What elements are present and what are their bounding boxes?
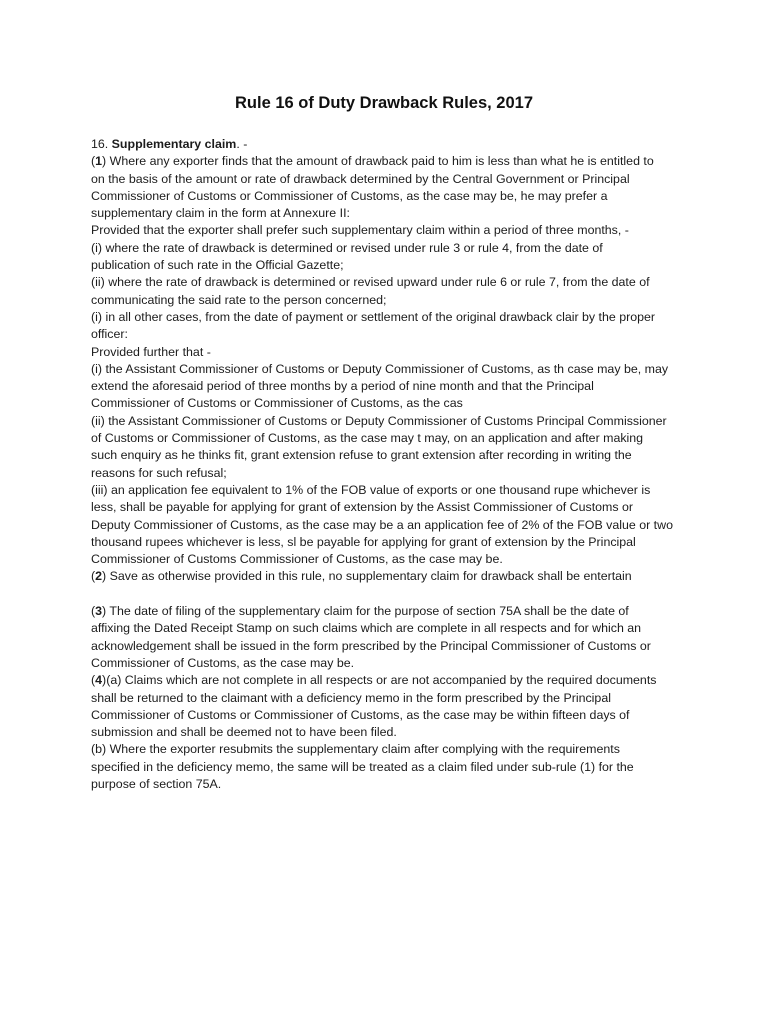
paragraph-text: Save as otherwise provided in this rule, no supplementary claim for drawback shall be entertain	[106, 569, 632, 584]
paragraph-line: Deputy Commissioner of Customs, as the case may be a an application fee of 2% of the FOB value or two	[91, 517, 673, 532]
paragraph-line: shall be returned to the claimant with a deficiency memo in the form prescribed by the Principal	[91, 690, 611, 705]
paragraph-line: (b) Where the exporter resubmits the supplementary claim after complying with the requirements	[91, 742, 620, 757]
sub-rule-number: 3	[95, 604, 103, 619]
paragraph-line: Commissioner of Customs or Commissioner of Customs, as the case may be within fifteen days of	[91, 707, 630, 722]
rule-heading-line	[91, 136, 691, 153]
paragraph-line: affixing the Dated Receipt Stamp on such claims which are complete in all respects and for which an	[91, 621, 642, 636]
paragraph-line: (i) where the rate of drawback is determined or revised under rule 3 or rule 4, from the date of	[91, 240, 603, 255]
paragraph-line: Commissioner of Customs, as the case may be.	[91, 655, 355, 670]
paragraph-line: (i) the Assistant Commissioner of Customs or Deputy Commissioner of Customs, as th case may be, may	[91, 361, 669, 376]
sub-rule-3	[91, 603, 691, 672]
paragraph-line: (ii) where the rate of drawback is determined or revised upward under rule 6 or rule 7, from the date of	[91, 275, 650, 290]
paragraph-line: supplementary claim in the form at Annexure II:	[91, 206, 350, 221]
paragraph-line: Provided that the exporter shall prefer such supplementary claim within a period of three months, -	[91, 223, 629, 238]
paragraph-line: purpose of section 75A.	[91, 776, 222, 791]
paragraph-line: (3) The date of filing of the supplementary claim for the purpose of section 75A shall be the date of	[91, 604, 629, 619]
paragraph-line: acknowledgement shall be issued in the form prescribed by the Principal Commissioner of Customs or	[91, 638, 651, 653]
paragraph-line: (2) Save as otherwise provided in this rule, no supplementary claim for drawback shall be entertain	[91, 569, 632, 584]
paragraph-line: Provided further that -	[91, 344, 211, 359]
paragraph-line: officer:	[91, 327, 128, 342]
paragraph-line: (1) Where any exporter finds that the amount of drawback paid to him is less than what he is entitled to	[91, 154, 654, 169]
rule-heading: Supplementary claim	[111, 137, 237, 151]
sub-rule-2	[91, 568, 691, 585]
sub-rule-1	[91, 153, 691, 568]
document-body	[91, 136, 691, 793]
paragraph-line: Commissioner of Customs Commissioner of Customs, as the case may be.	[91, 552, 503, 567]
rule-number: 16.	[91, 137, 112, 151]
paragraph-text: (a) Claims which are not complete in all respects or are not accompanied by the required documents	[106, 673, 657, 688]
paragraph-line: reasons for such refusal;	[91, 465, 227, 480]
paragraph-line: thousand rupees whichever is less, sl be payable for applying for grant of extension by the Principal	[91, 534, 636, 549]
paragraph-line: (ii) the Assistant Commissioner of Customs or Deputy Commissioner of Customs Principal Commissioner	[91, 413, 667, 428]
paragraph-line: extend the aforesaid period of three months by a period of nine month and that the Principal	[91, 379, 594, 394]
paragraph-spacer	[91, 586, 691, 603]
paragraph-line: less, shall be payable for applying for grant of extension by the Assist Commissioner of Customs or	[91, 500, 634, 515]
paragraph-line: submission and shall be deemed not to have been filed.	[91, 725, 397, 740]
paragraph-text: Where any exporter finds that the amount of drawback paid to him is less than what he is entitled to	[106, 154, 654, 169]
paragraph-line: such enquiry as he thinks fit, grant extension refuse to grant extension after recording in writing the	[91, 448, 632, 463]
sub-rule-number: 2	[95, 569, 103, 584]
rule-heading-suffix: . -	[236, 137, 248, 151]
paragraph-text: The date of filing of the supplementary claim for the purpose of section 75A shall be the date of	[106, 604, 629, 619]
paragraph-line: Commissioner of Customs or Commissioner of Customs, as the cas	[91, 396, 463, 411]
paragraph-line: of Customs or Commissioner of Customs, as the case may t may, on an application and after making	[91, 431, 644, 446]
paragraph-line: (iii) an application fee equivalent to 1% of the FOB value of exports or one thousand rupe whichever is	[91, 482, 651, 497]
sub-rule-number: 4	[95, 673, 103, 688]
document-title: Rule 16 of Duty Drawback Rules, 2017	[234, 94, 534, 112]
paragraph-line: (i) in all other cases, from the date of payment or settlement of the original drawback clair by the proper	[91, 309, 656, 324]
paragraph-line: specified in the deficiency memo, the same will be treated as a claim filed under sub-rule (1) for the	[91, 759, 634, 774]
paragraph-line: Commissioner of Customs or Commissioner of Customs, as the case may be, he may prefer a	[91, 188, 608, 203]
sub-rule-number: 1	[95, 154, 103, 169]
paragraph-line: communicating the said rate to the person concerned;	[91, 292, 387, 307]
paragraph-line: on the basis of the amount or rate of drawback determined by the Central Government or Principal	[91, 171, 630, 186]
paragraph-line: publication of such rate in the Official Gazette;	[91, 258, 344, 273]
sub-rule-4	[91, 672, 691, 793]
paragraph-line: (4)(a) Claims which are not complete in all respects or are not accompanied by the required documents	[91, 673, 657, 688]
